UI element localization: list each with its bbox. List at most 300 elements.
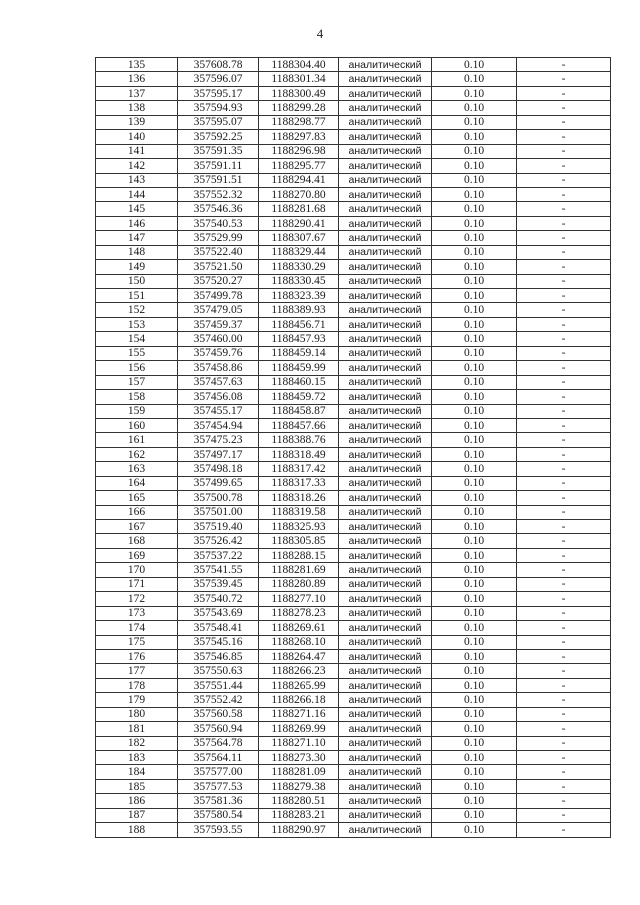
x-coordinate-cell: 357520.27 [178, 274, 259, 288]
table-row [96, 722, 611, 736]
table-row [96, 274, 611, 288]
accuracy-cell: 0.10 [432, 159, 517, 173]
accuracy-cell: 0.10 [432, 346, 517, 360]
method-cell: аналитический [339, 794, 432, 808]
method-cell: аналитический [339, 274, 432, 288]
y-coordinate-cell: 1188329.44 [259, 245, 339, 259]
accuracy-cell: 0.10 [432, 101, 517, 115]
coordinates-table-body [96, 58, 611, 838]
y-coordinate-cell: 1188300.49 [259, 86, 339, 100]
y-coordinate-cell: 1188388.76 [259, 433, 339, 447]
point-number-cell: 169 [96, 548, 178, 562]
table-row [96, 693, 611, 707]
x-coordinate-cell: 357519.40 [178, 520, 259, 534]
accuracy-cell: 0.10 [432, 130, 517, 144]
x-coordinate-cell: 357460.00 [178, 332, 259, 346]
point-number-cell: 161 [96, 433, 178, 447]
point-number-cell: 155 [96, 346, 178, 360]
method-cell: аналитический [339, 577, 432, 591]
table-row [96, 317, 611, 331]
x-coordinate-cell: 357595.07 [178, 115, 259, 129]
y-coordinate-cell: 1188298.77 [259, 115, 339, 129]
table-row [96, 332, 611, 346]
y-coordinate-cell: 1188266.23 [259, 664, 339, 678]
table-row [96, 751, 611, 765]
accuracy-cell: 0.10 [432, 707, 517, 721]
point-number-cell: 143 [96, 173, 178, 187]
method-cell: аналитический [339, 548, 432, 562]
x-coordinate-cell: 357458.86 [178, 361, 259, 375]
description-cell: - [517, 433, 611, 447]
accuracy-cell: 0.10 [432, 187, 517, 201]
point-number-cell: 187 [96, 808, 178, 822]
table-row [96, 260, 611, 274]
point-number-cell: 152 [96, 303, 178, 317]
description-cell: - [517, 476, 611, 490]
description-cell: - [517, 115, 611, 129]
method-cell: аналитический [339, 433, 432, 447]
table-row [96, 592, 611, 606]
table-row [96, 58, 611, 72]
y-coordinate-cell: 1188295.77 [259, 159, 339, 173]
accuracy-cell: 0.10 [432, 332, 517, 346]
table-row [96, 245, 611, 259]
accuracy-cell: 0.10 [432, 260, 517, 274]
table-row [96, 447, 611, 461]
point-number-cell: 172 [96, 592, 178, 606]
x-coordinate-cell: 357591.35 [178, 144, 259, 158]
method-cell: аналитический [339, 635, 432, 649]
accuracy-cell: 0.10 [432, 476, 517, 490]
method-cell: аналитический [339, 476, 432, 490]
y-coordinate-cell: 1188281.69 [259, 563, 339, 577]
accuracy-cell: 0.10 [432, 404, 517, 418]
description-cell: - [517, 678, 611, 692]
point-number-cell: 177 [96, 664, 178, 678]
accuracy-cell: 0.10 [432, 491, 517, 505]
y-coordinate-cell: 1188266.18 [259, 693, 339, 707]
y-coordinate-cell: 1188330.29 [259, 260, 339, 274]
x-coordinate-cell: 357521.50 [178, 260, 259, 274]
method-cell: аналитический [339, 808, 432, 822]
point-number-cell: 144 [96, 187, 178, 201]
accuracy-cell: 0.10 [432, 621, 517, 635]
method-cell: аналитический [339, 245, 432, 259]
description-cell: - [517, 491, 611, 505]
y-coordinate-cell: 1188457.93 [259, 332, 339, 346]
method-cell: аналитический [339, 375, 432, 389]
table-row [96, 664, 611, 678]
y-coordinate-cell: 1188317.33 [259, 476, 339, 490]
point-number-cell: 160 [96, 418, 178, 432]
accuracy-cell: 0.10 [432, 231, 517, 245]
method-cell: аналитический [339, 317, 432, 331]
accuracy-cell: 0.10 [432, 505, 517, 519]
x-coordinate-cell: 357595.17 [178, 86, 259, 100]
point-number-cell: 176 [96, 649, 178, 663]
y-coordinate-cell: 1188271.16 [259, 707, 339, 721]
table-row [96, 72, 611, 86]
point-number-cell: 165 [96, 491, 178, 505]
method-cell: аналитический [339, 447, 432, 461]
method-cell: аналитический [339, 144, 432, 158]
description-cell: - [517, 548, 611, 562]
x-coordinate-cell: 357543.69 [178, 606, 259, 620]
description-cell: - [517, 621, 611, 635]
description-cell: - [517, 520, 611, 534]
x-coordinate-cell: 357537.22 [178, 548, 259, 562]
accuracy-cell: 0.10 [432, 563, 517, 577]
method-cell: аналитический [339, 462, 432, 476]
accuracy-cell: 0.10 [432, 534, 517, 548]
point-number-cell: 156 [96, 361, 178, 375]
accuracy-cell: 0.10 [432, 649, 517, 663]
y-coordinate-cell: 1188281.68 [259, 202, 339, 216]
method-cell: аналитический [339, 260, 432, 274]
x-coordinate-cell: 357552.42 [178, 693, 259, 707]
table-row [96, 433, 611, 447]
y-coordinate-cell: 1188318.26 [259, 491, 339, 505]
point-number-cell: 139 [96, 115, 178, 129]
description-cell: - [517, 216, 611, 230]
y-coordinate-cell: 1188318.49 [259, 447, 339, 461]
description-cell: - [517, 606, 611, 620]
method-cell: аналитический [339, 664, 432, 678]
description-cell: - [517, 101, 611, 115]
point-number-cell: 146 [96, 216, 178, 230]
point-number-cell: 168 [96, 534, 178, 548]
table-row [96, 823, 611, 837]
point-number-cell: 150 [96, 274, 178, 288]
accuracy-cell: 0.10 [432, 765, 517, 779]
x-coordinate-cell: 357498.18 [178, 462, 259, 476]
y-coordinate-cell: 1188268.10 [259, 635, 339, 649]
point-number-cell: 170 [96, 563, 178, 577]
table-row [96, 491, 611, 505]
y-coordinate-cell: 1188459.99 [259, 361, 339, 375]
y-coordinate-cell: 1188458.87 [259, 404, 339, 418]
accuracy-cell: 0.10 [432, 418, 517, 432]
method-cell: аналитический [339, 505, 432, 519]
description-cell: - [517, 245, 611, 259]
accuracy-cell: 0.10 [432, 794, 517, 808]
point-number-cell: 186 [96, 794, 178, 808]
x-coordinate-cell: 357497.17 [178, 447, 259, 461]
x-coordinate-cell: 357501.00 [178, 505, 259, 519]
table-row [96, 563, 611, 577]
point-number-cell: 182 [96, 736, 178, 750]
x-coordinate-cell: 357475.23 [178, 433, 259, 447]
point-number-cell: 162 [96, 447, 178, 461]
x-coordinate-cell: 357550.63 [178, 664, 259, 678]
accuracy-cell: 0.10 [432, 548, 517, 562]
accuracy-cell: 0.10 [432, 808, 517, 822]
x-coordinate-cell: 357540.72 [178, 592, 259, 606]
description-cell: - [517, 722, 611, 736]
accuracy-cell: 0.10 [432, 462, 517, 476]
point-number-cell: 171 [96, 577, 178, 591]
description-cell: - [517, 779, 611, 793]
description-cell: - [517, 736, 611, 750]
accuracy-cell: 0.10 [432, 693, 517, 707]
method-cell: аналитический [339, 101, 432, 115]
table-row [96, 115, 611, 129]
method-cell: аналитический [339, 707, 432, 721]
table-row [96, 101, 611, 115]
point-number-cell: 167 [96, 520, 178, 534]
table-row [96, 173, 611, 187]
description-cell: - [517, 159, 611, 173]
x-coordinate-cell: 357539.45 [178, 577, 259, 591]
accuracy-cell: 0.10 [432, 390, 517, 404]
description-cell: - [517, 649, 611, 663]
description-cell: - [517, 664, 611, 678]
method-cell: аналитический [339, 563, 432, 577]
point-number-cell: 184 [96, 765, 178, 779]
accuracy-cell: 0.10 [432, 361, 517, 375]
point-number-cell: 163 [96, 462, 178, 476]
method-cell: аналитический [339, 765, 432, 779]
point-number-cell: 148 [96, 245, 178, 259]
description-cell: - [517, 289, 611, 303]
point-number-cell: 179 [96, 693, 178, 707]
x-coordinate-cell: 357548.41 [178, 621, 259, 635]
y-coordinate-cell: 1188281.09 [259, 765, 339, 779]
description-cell: - [517, 592, 611, 606]
x-coordinate-cell: 357541.55 [178, 563, 259, 577]
method-cell: аналитический [339, 361, 432, 375]
description-cell: - [517, 765, 611, 779]
method-cell: аналитический [339, 823, 432, 837]
table-row [96, 231, 611, 245]
method-cell: аналитический [339, 390, 432, 404]
table-row [96, 303, 611, 317]
accuracy-cell: 0.10 [432, 173, 517, 187]
description-cell: - [517, 823, 611, 837]
table-row [96, 548, 611, 562]
accuracy-cell: 0.10 [432, 274, 517, 288]
description-cell: - [517, 635, 611, 649]
x-coordinate-cell: 357454.94 [178, 418, 259, 432]
accuracy-cell: 0.10 [432, 303, 517, 317]
description-cell: - [517, 58, 611, 72]
description-cell: - [517, 260, 611, 274]
method-cell: аналитический [339, 751, 432, 765]
description-cell: - [517, 707, 611, 721]
x-coordinate-cell: 357560.94 [178, 722, 259, 736]
y-coordinate-cell: 1188269.99 [259, 722, 339, 736]
description-cell: - [517, 534, 611, 548]
x-coordinate-cell: 357522.40 [178, 245, 259, 259]
y-coordinate-cell: 1188305.85 [259, 534, 339, 548]
table-row [96, 794, 611, 808]
method-cell: аналитический [339, 86, 432, 100]
description-cell: - [517, 447, 611, 461]
y-coordinate-cell: 1188271.10 [259, 736, 339, 750]
accuracy-cell: 0.10 [432, 722, 517, 736]
table-row [96, 765, 611, 779]
y-coordinate-cell: 1188273.30 [259, 751, 339, 765]
y-coordinate-cell: 1188457.66 [259, 418, 339, 432]
description-cell: - [517, 346, 611, 360]
point-number-cell: 188 [96, 823, 178, 837]
y-coordinate-cell: 1188294.41 [259, 173, 339, 187]
method-cell: аналитический [339, 779, 432, 793]
method-cell: аналитический [339, 722, 432, 736]
x-coordinate-cell: 357577.53 [178, 779, 259, 793]
table-row [96, 520, 611, 534]
point-number-cell: 135 [96, 58, 178, 72]
y-coordinate-cell: 1188456.71 [259, 317, 339, 331]
point-number-cell: 141 [96, 144, 178, 158]
table-row [96, 621, 611, 635]
accuracy-cell: 0.10 [432, 289, 517, 303]
point-number-cell: 137 [96, 86, 178, 100]
method-cell: аналитический [339, 649, 432, 663]
table-row [96, 707, 611, 721]
y-coordinate-cell: 1188307.67 [259, 231, 339, 245]
y-coordinate-cell: 1188460.15 [259, 375, 339, 389]
x-coordinate-cell: 357608.78 [178, 58, 259, 72]
point-number-cell: 147 [96, 231, 178, 245]
point-number-cell: 185 [96, 779, 178, 793]
table-row [96, 534, 611, 548]
x-coordinate-cell: 357457.63 [178, 375, 259, 389]
accuracy-cell: 0.10 [432, 823, 517, 837]
x-coordinate-cell: 357593.55 [178, 823, 259, 837]
x-coordinate-cell: 357580.54 [178, 808, 259, 822]
description-cell: - [517, 808, 611, 822]
y-coordinate-cell: 1188277.10 [259, 592, 339, 606]
x-coordinate-cell: 357581.36 [178, 794, 259, 808]
description-cell: - [517, 751, 611, 765]
method-cell: аналитический [339, 404, 432, 418]
point-number-cell: 149 [96, 260, 178, 274]
point-number-cell: 154 [96, 332, 178, 346]
y-coordinate-cell: 1188278.23 [259, 606, 339, 620]
x-coordinate-cell: 357564.78 [178, 736, 259, 750]
point-number-cell: 153 [96, 317, 178, 331]
description-cell: - [517, 693, 611, 707]
table-row [96, 361, 611, 375]
page-number: 4 [316, 26, 324, 41]
point-number-cell: 157 [96, 375, 178, 389]
accuracy-cell: 0.10 [432, 86, 517, 100]
description-cell: - [517, 72, 611, 86]
x-coordinate-cell: 357459.76 [178, 346, 259, 360]
accuracy-cell: 0.10 [432, 751, 517, 765]
method-cell: аналитический [339, 159, 432, 173]
description-cell: - [517, 361, 611, 375]
description-cell: - [517, 577, 611, 591]
y-coordinate-cell: 1188265.99 [259, 678, 339, 692]
coordinates-table [95, 57, 611, 838]
y-coordinate-cell: 1188330.45 [259, 274, 339, 288]
table-row [96, 779, 611, 793]
x-coordinate-cell: 357459.37 [178, 317, 259, 331]
table-row [96, 678, 611, 692]
table-row [96, 86, 611, 100]
method-cell: аналитический [339, 58, 432, 72]
method-cell: аналитический [339, 678, 432, 692]
x-coordinate-cell: 357456.08 [178, 390, 259, 404]
table-row [96, 159, 611, 173]
description-cell: - [517, 303, 611, 317]
method-cell: аналитический [339, 72, 432, 86]
table-row [96, 187, 611, 201]
description-cell: - [517, 274, 611, 288]
accuracy-cell: 0.10 [432, 606, 517, 620]
table-row [96, 736, 611, 750]
x-coordinate-cell: 357545.16 [178, 635, 259, 649]
method-cell: аналитический [339, 173, 432, 187]
accuracy-cell: 0.10 [432, 202, 517, 216]
y-coordinate-cell: 1188301.34 [259, 72, 339, 86]
point-number-cell: 136 [96, 72, 178, 86]
accuracy-cell: 0.10 [432, 115, 517, 129]
point-number-cell: 181 [96, 722, 178, 736]
y-coordinate-cell: 1188459.14 [259, 346, 339, 360]
point-number-cell: 158 [96, 390, 178, 404]
description-cell: - [517, 462, 611, 476]
point-number-cell: 140 [96, 130, 178, 144]
point-number-cell: 178 [96, 678, 178, 692]
x-coordinate-cell: 357591.51 [178, 173, 259, 187]
y-coordinate-cell: 1188264.47 [259, 649, 339, 663]
accuracy-cell: 0.10 [432, 635, 517, 649]
x-coordinate-cell: 357564.11 [178, 751, 259, 765]
x-coordinate-cell: 357499.65 [178, 476, 259, 490]
table-row [96, 404, 611, 418]
accuracy-cell: 0.10 [432, 58, 517, 72]
method-cell: аналитический [339, 332, 432, 346]
y-coordinate-cell: 1188297.83 [259, 130, 339, 144]
accuracy-cell: 0.10 [432, 216, 517, 230]
description-cell: - [517, 563, 611, 577]
y-coordinate-cell: 1188288.15 [259, 548, 339, 562]
x-coordinate-cell: 357540.53 [178, 216, 259, 230]
y-coordinate-cell: 1188459.72 [259, 390, 339, 404]
table-row [96, 216, 611, 230]
method-cell: аналитический [339, 231, 432, 245]
x-coordinate-cell: 357479.05 [178, 303, 259, 317]
x-coordinate-cell: 357592.25 [178, 130, 259, 144]
method-cell: аналитический [339, 202, 432, 216]
method-cell: аналитический [339, 592, 432, 606]
x-coordinate-cell: 357560.58 [178, 707, 259, 721]
y-coordinate-cell: 1188296.98 [259, 144, 339, 158]
point-number-cell: 175 [96, 635, 178, 649]
method-cell: аналитический [339, 491, 432, 505]
accuracy-cell: 0.10 [432, 592, 517, 606]
y-coordinate-cell: 1188270.80 [259, 187, 339, 201]
method-cell: аналитический [339, 606, 432, 620]
method-cell: аналитический [339, 418, 432, 432]
table-row [96, 635, 611, 649]
accuracy-cell: 0.10 [432, 375, 517, 389]
accuracy-cell: 0.10 [432, 664, 517, 678]
y-coordinate-cell: 1188389.93 [259, 303, 339, 317]
accuracy-cell: 0.10 [432, 520, 517, 534]
y-coordinate-cell: 1188319.58 [259, 505, 339, 519]
point-number-cell: 164 [96, 476, 178, 490]
description-cell: - [517, 86, 611, 100]
point-number-cell: 174 [96, 621, 178, 635]
method-cell: аналитический [339, 303, 432, 317]
table-row [96, 649, 611, 663]
point-number-cell: 180 [96, 707, 178, 721]
method-cell: аналитический [339, 130, 432, 144]
